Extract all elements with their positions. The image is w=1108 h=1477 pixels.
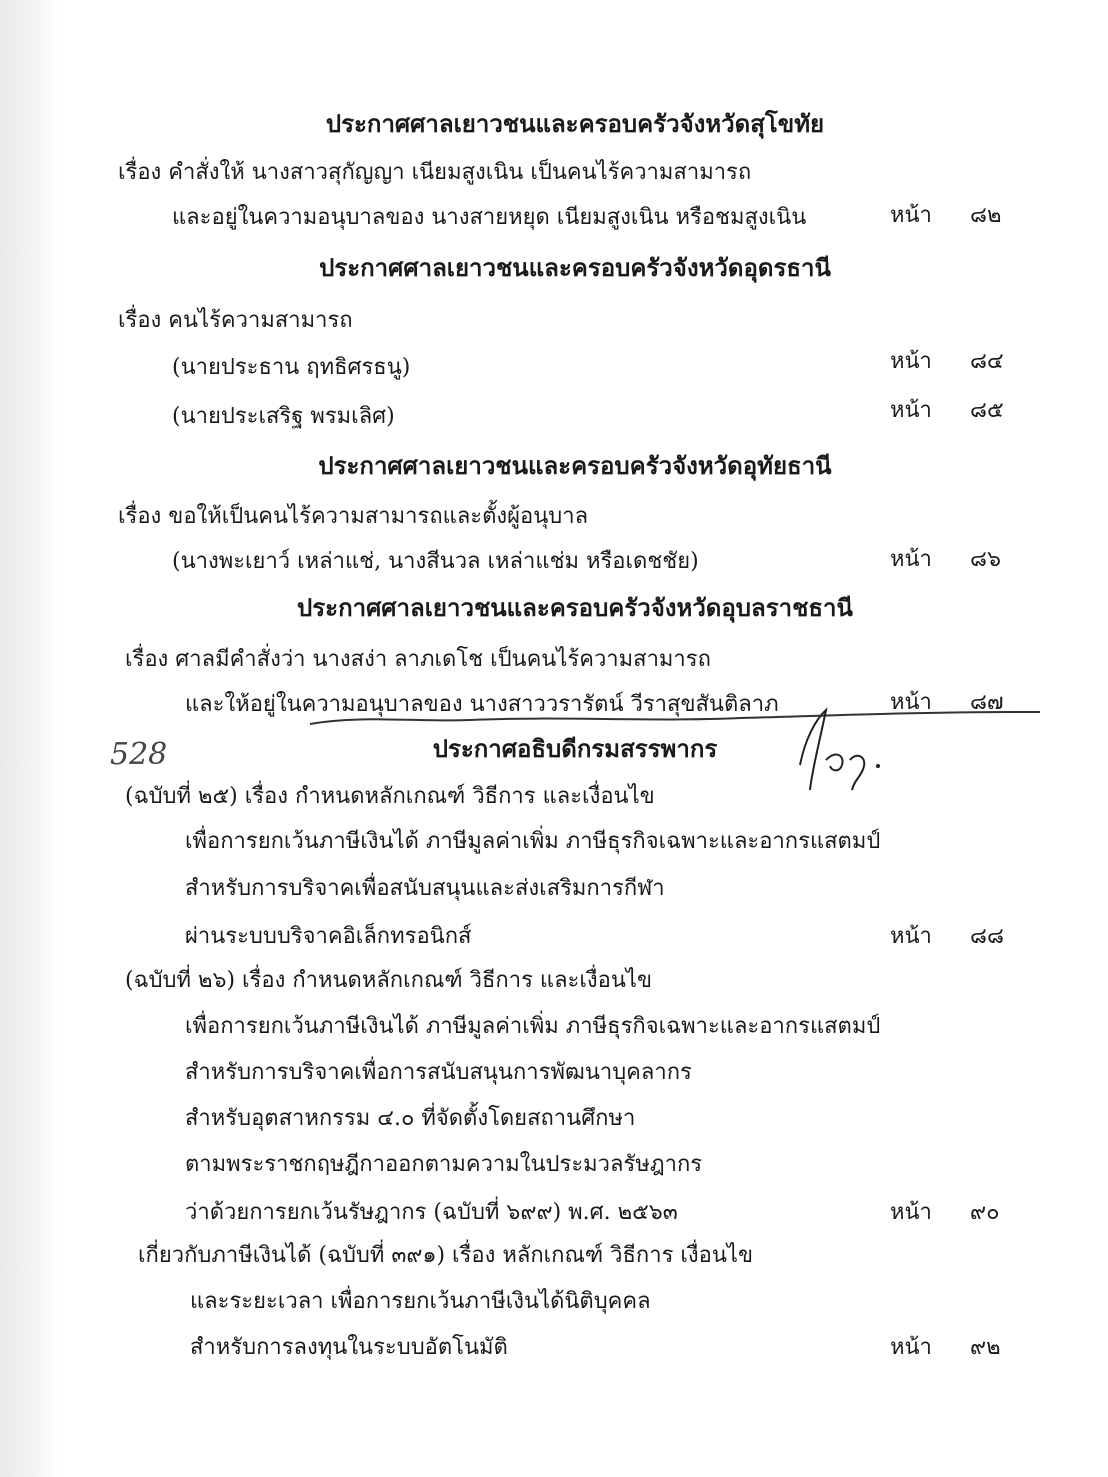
- entry-line: เพื่อการยกเว้นภาษีเงินได้ ภาษีมูลค่าเพิ่ม ภาษีธุรกิจเฉพาะและอากรแสตมป์: [185, 829, 881, 854]
- entry-line: (ฉบับที่ ๒๕) เรื่อง กำหนดหลักเกณฑ์ วิธีการ และเงื่อนไข: [125, 784, 655, 809]
- page-label: หน้า: [890, 349, 932, 374]
- entry-line: (นางพะเยาว์ เหล่าแช่, นางสีนวล เหล่าแช่ม หรือเดชชัย): [172, 549, 699, 574]
- entry-line: เกี่ยวกับภาษีเงินได้ (ฉบับที่ ๓๙๑) เรื่อง หลักเกณฑ์ วิธีการ เงื่อนไข: [138, 1243, 754, 1268]
- page-label: หน้า: [890, 398, 932, 423]
- page-number: ๘๔: [970, 349, 1004, 374]
- entry-line: เรื่อง ศาลมีคำสั่งว่า นางสง่า ลาภเดโช เป็นคนไร้ความสามารถ: [125, 647, 711, 672]
- entry-line: เพื่อการยกเว้นภาษีเงินได้ ภาษีมูลค่าเพิ่ม ภาษีธุรกิจเฉพาะและอากรแสตมป์: [185, 1014, 881, 1039]
- section-heading-revenue: ประกาศอธิบดีกรมสรรพากร: [432, 734, 718, 763]
- entry-line: เรื่อง ขอให้เป็นคนไร้ความสามารถและตั้งผู้อนุบาล: [118, 504, 589, 529]
- entry-line: (ฉบับที่ ๒๖) เรื่อง กำหนดหลักเกณฑ์ วิธีการ และเงื่อนไข: [125, 968, 652, 993]
- entry-line: (นายประเสริฐ พรมเลิศ): [172, 404, 395, 429]
- entry-line: เรื่อง คำสั่งให้ นางสาวสุกัญญา เนียมสูงเนิน เป็นคนไร้ความสามารถ: [118, 160, 752, 185]
- entry-line: สำหรับการลงทุนในระบบอัตโนมัติ: [190, 1335, 508, 1360]
- page-label: หน้า: [890, 924, 932, 949]
- section-heading-sukhothai: ประกาศศาลเยาวชนและครอบครัวจังหวัดสุโขทัย: [325, 109, 825, 138]
- page-label: หน้า: [890, 1200, 932, 1225]
- entry-line: และระยะเวลา เพื่อการยกเว้นภาษีเงินได้นิติบุคคล: [190, 1289, 651, 1314]
- entry-line: เรื่อง คนไร้ความสามารถ: [118, 308, 353, 333]
- entry-line: สำหรับอุตสาหกรรม ๔.๐ ที่จัดตั้งโดยสถานศึกษา: [185, 1106, 636, 1131]
- page-number: ๘๘: [970, 924, 1004, 949]
- section-heading-ubon: ประกาศศาลเยาวชนและครอบครัวจังหวัดอุบลราชธานี: [297, 593, 853, 622]
- page-number: ๘๗: [970, 690, 1004, 715]
- page-number: ๘๖: [970, 547, 1001, 572]
- page-number: ๙๐: [970, 1200, 1000, 1225]
- entry-line: สำหรับการบริจาคเพื่อสนับสนุนและส่งเสริมการกีฬา: [185, 876, 665, 901]
- page-label: หน้า: [890, 203, 932, 228]
- section-heading-uthai: ประกาศศาลเยาวชนและครอบครัวจังหวัดอุทัยธานี: [318, 451, 832, 480]
- entry-line: และให้อยู่ในความอนุบาลของ นางสาววรารัตน์ วีราสุขสันติลาภ: [185, 692, 779, 717]
- section-heading-udon: ประกาศศาลเยาวชนและครอบครัวจังหวัดอุดรธานี: [319, 253, 831, 282]
- entry-line: สำหรับการบริจาคเพื่อการสนับสนุนการพัฒนาบุคลากร: [185, 1060, 692, 1085]
- entry-line: ว่าด้วยการยกเว้นรัษฎากร (ฉบับที่ ๖๙๙) พ.ศ. ๒๕๖๓: [185, 1200, 678, 1225]
- handwritten-note: 528: [110, 737, 168, 772]
- entry-line: ตามพระราชกฤษฎีกาออกตามความในประมวลรัษฎากร: [185, 1152, 703, 1177]
- page-number: ๘๒: [970, 203, 1002, 228]
- page-number: ๙๒: [970, 1335, 1001, 1360]
- entry-line: (นายประธาน ฤทธิศรธนู): [172, 355, 411, 380]
- page-label: หน้า: [890, 690, 932, 715]
- page-number: ๘๕: [970, 398, 1004, 423]
- page-label: หน้า: [890, 1335, 932, 1360]
- entry-line: และอยู่ในความอนุบาลของ นางสายหยุด เนียมสูงเนิน หรือชมสูงเนิน: [172, 205, 807, 230]
- entry-line: ผ่านระบบบริจาคอิเล็กทรอนิกส์: [185, 924, 472, 949]
- page-label: หน้า: [890, 547, 932, 572]
- handwritten-underline: [310, 712, 1040, 724]
